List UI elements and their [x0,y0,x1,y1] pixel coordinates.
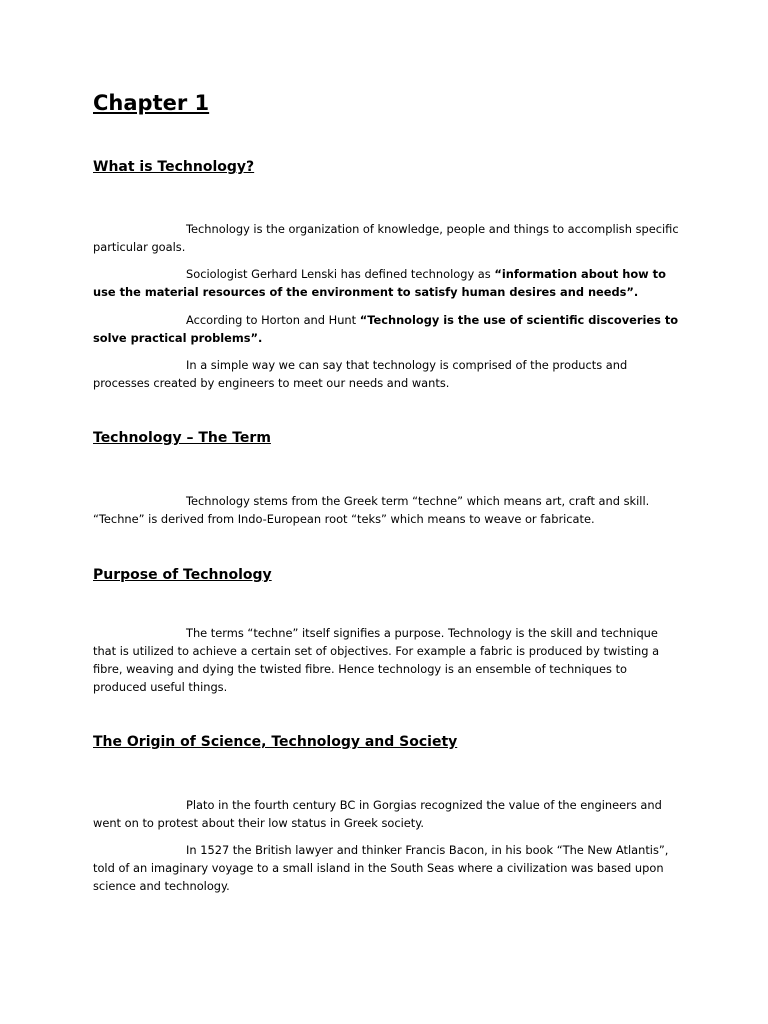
paragraph-text: In a simple way we can say that technology is comprised of the products and processes created by engineers to meet our needs and wants. [93,358,628,390]
paragraph [93,311,683,347]
paragraph [93,492,683,528]
section-heading-purpose-of-technology: Purpose of Technology [93,567,272,583]
paragraph [93,624,683,696]
paragraph-text: Technology is the organization of knowledge, people and things to accomplish specific particular goals. [93,222,679,254]
paragraph [93,841,683,895]
paragraph-bold-quote: “information about how to use the material resources of the environment to satisfy human desires and needs”. [93,267,666,299]
section-heading-origin-of-science: The Origin of Science, Technology and Society [93,734,458,750]
paragraph [93,265,683,301]
paragraph-text: Plato in the fourth century BC in Gorgias recognized the value of the engineers and went on to protest about their low status in Greek society. [93,798,662,830]
paragraph [93,220,683,256]
section-heading-technology-the-term: Technology – The Term [93,430,271,446]
paragraph-text: The terms “techne” itself signifies a purpose. Technology is the skill and technique that is utilized to achieve a certain set of objectives. For example a fabric is produced by twisting a fibre, weaving and dying the twisted fibre. Hence technology is an ensemble of techniques to produced useful things. [93,626,660,694]
paragraph-text: Sociologist Gerhard Lenski has defined technology as [186,267,495,281]
paragraph-text: Technology stems from the Greek term “techne” which means art, craft and skill. “Techne” is derived from Indo-European root “teks” which means to weave or fabricate. [93,494,650,526]
section-heading-what-is-technology: What is Technology? [93,159,255,175]
chapter-title: Chapter 1 [93,91,210,115]
paragraph [93,356,683,392]
paragraph-text: In 1527 the British lawyer and thinker Francis Bacon, in his book “The New Atlantis”, told of an imaginary voyage to a small island in the South Seas where a civilization was based upon science and technology. [93,843,669,893]
paragraph-bold-quote: “Technology is the use of scientific discoveries to solve practical problems”. [93,313,679,345]
paragraph-text: According to Horton and Hunt [186,313,360,327]
paragraph [93,796,683,832]
